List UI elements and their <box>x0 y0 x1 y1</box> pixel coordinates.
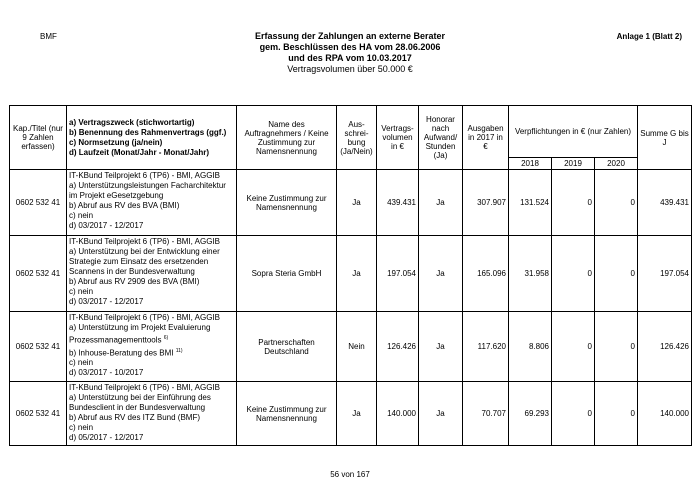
cell-2019: 0 <box>552 236 595 312</box>
desc-line-text: b) Inhouse-Beratung des BMI <box>69 348 176 358</box>
cell-honorar: Ja <box>419 312 463 382</box>
cell-summe: 140.000 <box>638 382 692 446</box>
cell-auftragnehmer: Sopra Steria GmbH <box>237 236 337 312</box>
col-zweck-a: a) Vertragszweck (stichwortartig) <box>69 117 195 127</box>
cell-2019: 0 <box>552 170 595 236</box>
cell-2019: 0 <box>552 312 595 382</box>
cell-summe: 126.426 <box>638 312 692 382</box>
col-vertragszweck <box>67 106 237 170</box>
cell-2018: 31.958 <box>509 236 552 312</box>
desc-line <box>69 323 234 333</box>
desc-line-text: d) 03/2017 - 12/2017 <box>69 221 144 230</box>
cell-2018: 69.293 <box>509 382 552 446</box>
desc-line <box>69 191 234 201</box>
desc-line <box>69 413 234 423</box>
desc-line <box>69 247 234 257</box>
desc-line <box>69 423 234 433</box>
cell-2020: 0 <box>595 382 638 446</box>
desc-line <box>69 277 234 287</box>
desc-line-text: a) Unterstützung bei der Entwicklung einer <box>69 247 220 256</box>
desc-line <box>69 383 234 393</box>
cell-2018: 131.524 <box>509 170 552 236</box>
desc-line-text: Strategie zum Einsatz des ersetzenden <box>69 257 209 266</box>
desc-line <box>69 333 234 346</box>
col-zweck-b: b) Benennung des Rahmenvertrags (ggf.) <box>69 127 227 137</box>
footnote-ref: 11) <box>175 347 183 354</box>
desc-line <box>69 181 234 191</box>
col-year-2018: 2018 <box>509 158 552 170</box>
cell-kap-titel: 0602 532 41 <box>10 312 67 382</box>
desc-line-text: c) nein <box>69 287 94 296</box>
desc-line <box>69 237 234 247</box>
page-number: 56 von 167 <box>330 470 370 479</box>
desc-line <box>69 368 234 378</box>
desc-line-text: a) Unterstützung im Projekt Evaluierung <box>69 323 211 332</box>
cell-vertragsvolumen: 439.431 <box>377 170 419 236</box>
desc-line <box>69 358 234 368</box>
subtitle: Vertragsvolumen über 50.000 € <box>287 64 413 74</box>
desc-line-text: c) nein <box>69 358 94 368</box>
cell-auftragnehmer: Keine Zustimmung zur Namensnennung <box>237 170 337 236</box>
desc-line <box>69 171 234 181</box>
cell-auftragnehmer: Keine Zustimmung zur Namensnennung <box>237 382 337 446</box>
cell-vertragszweck <box>67 170 237 236</box>
col-year-2020: 2020 <box>595 158 638 170</box>
desc-line <box>69 313 234 323</box>
col-vertragsvolumen: Vertrags- volumen in € <box>377 106 419 170</box>
title-line-2: gem. Beschlüssen des HA vom 28.06.2006 <box>259 42 441 52</box>
cell-ausschreibung: Ja <box>337 170 377 236</box>
desc-line <box>69 201 234 211</box>
cell-ausgaben: 70.707 <box>463 382 509 446</box>
footnote-ref: 6) <box>163 335 169 341</box>
desc-line-text: a) Unterstützungsleistungen Facharchitektur <box>69 181 226 190</box>
desc-line-text: IT-KBund Teilprojekt 6 (TP6) - BMI, AGGIB <box>69 383 221 392</box>
cell-2019: 0 <box>552 382 595 446</box>
cell-2020: 0 <box>595 236 638 312</box>
cell-honorar: Ja <box>419 236 463 312</box>
desc-line <box>69 297 234 307</box>
col-kap-titel: Kap./Titel (nur 9 Zahlen erfassen) <box>10 106 67 170</box>
desc-line-text: a) Unterstützung bei der Einführung des <box>69 393 211 402</box>
cell-vertragszweck <box>67 236 237 312</box>
desc-line-text: IT-KBund Teilprojekt 6 (TP6) - BMI, AGGIB <box>69 171 221 180</box>
desc-line-text: d) 03/2017 - 10/2017 <box>69 368 144 378</box>
document-title <box>0 31 700 75</box>
cell-2020: 0 <box>595 312 638 382</box>
col-zweck-d: d) Laufzeit (Monat/Jahr - Monat/Jahr) <box>69 147 209 157</box>
desc-line-text: im Projekt eGesetzgebung <box>69 191 164 200</box>
cell-ausschreibung: Nein <box>337 312 377 382</box>
desc-line-text: Prozessmanagementtools <box>69 335 164 345</box>
cell-kap-titel: 0602 532 41 <box>10 170 67 236</box>
desc-line <box>69 221 234 231</box>
col-ausschreibung: Aus- schrei- bung (Ja/Nein) <box>337 106 377 170</box>
cell-ausschreibung: Ja <box>337 236 377 312</box>
payments-table <box>9 105 692 446</box>
desc-line-text: c) nein <box>69 423 94 432</box>
cell-2020: 0 <box>595 170 638 236</box>
desc-line-text: Scannens in der Bundesverwaltung <box>69 267 195 276</box>
cell-ausgaben: 307.907 <box>463 170 509 236</box>
desc-line <box>69 257 234 267</box>
cell-kap-titel: 0602 532 41 <box>10 236 67 312</box>
cell-kap-titel: 0602 532 41 <box>10 382 67 446</box>
col-zweck-c: c) Normsetzung (ja/nein) <box>69 137 163 147</box>
col-verpflichtungen: Verpflichtungen in € (nur Zahlen) <box>509 106 638 158</box>
table-row <box>10 382 692 446</box>
table-row <box>10 312 692 382</box>
col-auftragnehmer: Name des Auftragnehmers / Keine Zustimmung zur Namensnennung <box>237 106 337 170</box>
title-line-1: Erfassung der Zahlungen an externe Berater <box>254 31 446 41</box>
desc-line <box>69 433 234 443</box>
desc-line <box>69 267 234 277</box>
desc-line-text: d) 05/2017 - 12/2017 <box>69 433 144 442</box>
col-honorar: Honorar nach Aufwand/ Stunden (Ja) <box>419 106 463 170</box>
desc-line <box>69 393 234 403</box>
col-year-2019: 2019 <box>552 158 595 170</box>
col-ausgaben: Ausgaben in 2017 in € <box>463 106 509 170</box>
desc-line-text: IT-KBund Teilprojekt 6 (TP6) - BMI, AGGIB <box>69 313 221 322</box>
desc-line-text: b) Abruf aus RV des ITZ Bund (BMF) <box>69 413 201 422</box>
cell-vertragsvolumen: 140.000 <box>377 382 419 446</box>
col-summe: Summe G bis J <box>638 106 692 170</box>
desc-line <box>69 211 234 221</box>
cell-vertragszweck <box>67 382 237 446</box>
cell-honorar: Ja <box>419 382 463 446</box>
desc-line-text: Bundesclient in der Bundesverwaltung <box>69 403 206 412</box>
cell-vertragszweck <box>67 312 237 382</box>
desc-line-text: d) 03/2017 - 12/2017 <box>69 297 144 306</box>
cell-auftragnehmer: Partnerschaften Deutschland <box>237 312 337 382</box>
cell-honorar: Ja <box>419 170 463 236</box>
desc-line <box>69 403 234 413</box>
desc-line <box>69 287 234 297</box>
table-row <box>10 170 692 236</box>
cell-ausschreibung: Ja <box>337 382 377 446</box>
desc-line-text: b) Abruf aus RV 2909 des BVA (BMI) <box>69 277 200 286</box>
cell-ausgaben: 165.096 <box>463 236 509 312</box>
desc-line-text: c) nein <box>69 211 94 220</box>
desc-line-text: b) Abruf aus RV des BVA (BMI) <box>69 201 180 210</box>
ministry-label: BMF <box>40 32 57 41</box>
cell-summe: 439.431 <box>638 170 692 236</box>
cell-summe: 197.054 <box>638 236 692 312</box>
annex-label: Anlage 1 (Blatt 2) <box>616 32 682 41</box>
desc-line-text: IT-KBund Teilprojekt 6 (TP6) - BMI, AGGIB <box>69 237 221 246</box>
desc-line <box>69 346 234 359</box>
cell-vertragsvolumen: 197.054 <box>377 236 419 312</box>
cell-vertragsvolumen: 126.426 <box>377 312 419 382</box>
cell-2018: 8.806 <box>509 312 552 382</box>
table-row <box>10 236 692 312</box>
title-line-3: und des RPA vom 10.03.2017 <box>288 53 412 63</box>
cell-ausgaben: 117.620 <box>463 312 509 382</box>
